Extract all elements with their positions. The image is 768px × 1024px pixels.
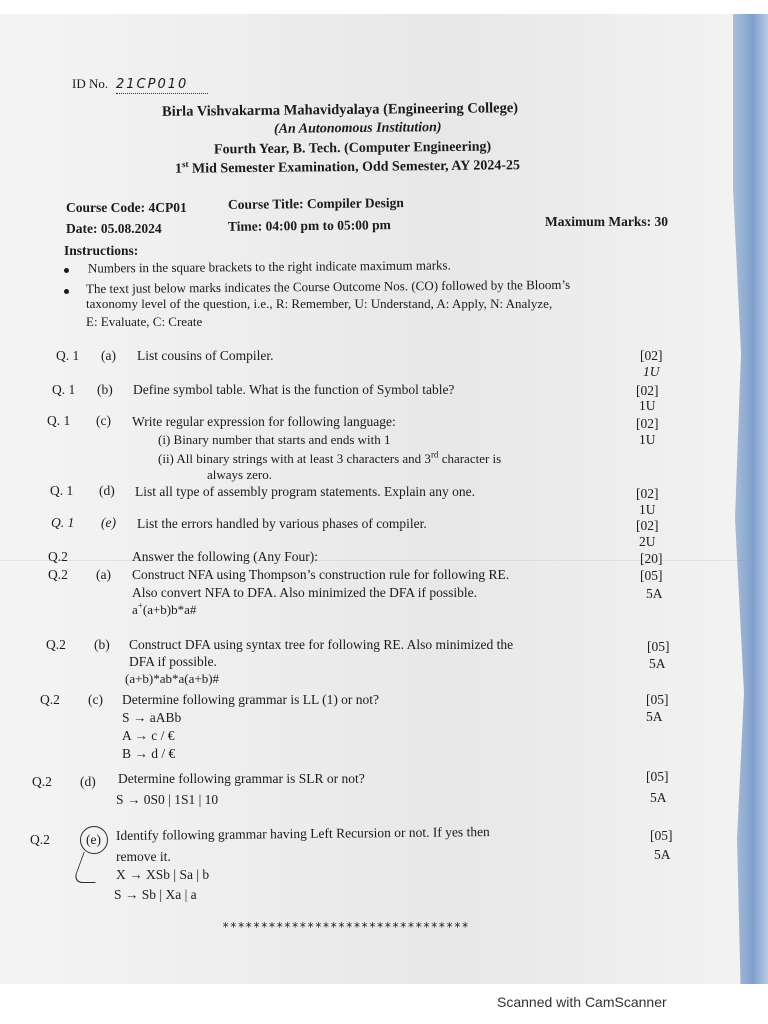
autonomous-line: (An Autonomous Institution) bbox=[273, 120, 442, 137]
q2-marks: [20] bbox=[640, 551, 663, 566]
q2c-grammar-1: S → aABb bbox=[122, 710, 182, 725]
id-value: 21CP010 bbox=[116, 77, 208, 94]
q2e-number: Q.2 bbox=[30, 832, 50, 847]
q2b-line-2: DFA if possible. bbox=[129, 654, 217, 669]
instruction-2-line-3: E: Evaluate, C: Create bbox=[86, 314, 203, 329]
q1d-text: List all type of assembly program statements. Explain any one. bbox=[135, 484, 476, 499]
q2a-line-2: Also convert NFA to DFA. Also minimized the DFA if possible. bbox=[132, 585, 477, 600]
q2d-grammar-1: S → 0S0 | 1S1 | 10 bbox=[116, 792, 219, 807]
bullet-2 bbox=[64, 289, 69, 294]
q1a-number: Q. 1 bbox=[56, 348, 80, 363]
q2-text: Answer the following (Any Four): bbox=[132, 549, 318, 564]
q2c-grammar-2: A → c / € bbox=[122, 728, 175, 743]
q2c-grammar-3: B → d / € bbox=[122, 746, 176, 761]
q2b-regex: (a+b)*ab*a(a+b)# bbox=[125, 671, 220, 686]
q1c-sub-2: (ii) All binary strings with at least 3 characters and 3rd character is bbox=[158, 449, 502, 466]
q2e-line-2: remove it. bbox=[116, 849, 171, 864]
q2b-part: (b) bbox=[94, 637, 110, 652]
q1c-co: 1U bbox=[639, 432, 656, 447]
year-branch: Fourth Year, B. Tech. (Computer Engineering) bbox=[213, 139, 492, 158]
q1e-number: Q. 1 bbox=[51, 515, 75, 530]
instruction-2-line-2: taxonomy level of the question, i.e., R: Remember, U: Understand, A: Apply, N: Analyze, bbox=[86, 296, 553, 311]
q1e-co: 2U bbox=[639, 534, 656, 549]
q2d-marks: [05] bbox=[646, 769, 669, 784]
maximum-marks: Maximum Marks: 30 bbox=[545, 214, 668, 229]
q1b-part: (b) bbox=[97, 382, 113, 397]
course-title: Course Title: Compiler Design bbox=[227, 195, 404, 212]
q2b-line-1: Construct DFA using syntax tree for following RE. Also minimized the bbox=[129, 637, 514, 652]
q1b-co: 1U bbox=[639, 398, 656, 413]
q2c-number: Q.2 bbox=[40, 692, 60, 707]
q1c-marks: [02] bbox=[636, 416, 659, 431]
paper-crease bbox=[0, 560, 745, 561]
q1d-co: 1U bbox=[639, 502, 656, 517]
q2a-part: (a) bbox=[96, 567, 111, 582]
bullet-1 bbox=[64, 268, 69, 273]
q1b-marks: [02] bbox=[636, 383, 659, 398]
q2e-part: (e) bbox=[86, 832, 101, 847]
q2c-part: (c) bbox=[88, 692, 103, 707]
q1a-co: 1U bbox=[643, 364, 660, 379]
scanner-watermark: Scanned with CamScanner bbox=[497, 994, 667, 1010]
q2-number: Q.2 bbox=[48, 549, 68, 564]
instruction-2-line-1: The text just below marks indicates the Course Outcome Nos. (CO) followed by the Bloom’s bbox=[85, 276, 571, 297]
q2c-marks: [05] bbox=[646, 692, 669, 707]
q2e-grammar-2: S → Sb | Xa | a bbox=[114, 887, 197, 902]
q1c-text: Write regular expression for following language: bbox=[132, 414, 396, 429]
q2d-co: 5A bbox=[650, 790, 667, 805]
q1d-marks: [02] bbox=[636, 486, 659, 501]
id-label: ID No. bbox=[72, 76, 109, 91]
q1b-number: Q. 1 bbox=[52, 382, 76, 397]
q1c-sub-1: (i) Binary number that starts and ends with 1 bbox=[158, 432, 391, 447]
end-marker: ******************************** bbox=[222, 920, 470, 934]
q1b-text: Define symbol table. What is the function of Symbol table? bbox=[133, 382, 455, 397]
q2d-part: (d) bbox=[80, 774, 96, 789]
instructions-heading: Instructions: bbox=[64, 243, 139, 258]
q2a-line-1: Construct NFA using Thompson’s construction rule for following RE. bbox=[132, 567, 510, 582]
q2e-co: 5A bbox=[654, 847, 671, 862]
q2d-number: Q.2 bbox=[32, 774, 52, 789]
q2a-regex: a+(a+b)b*a# bbox=[132, 600, 197, 617]
course-code: Course Code: 4CP01 bbox=[66, 200, 187, 215]
instruction-1: Numbers in the square brackets to the right indicate maximum marks. bbox=[87, 257, 451, 276]
q1c-part: (c) bbox=[96, 413, 111, 428]
q2e-grammar-1: X → XSb | Sa | b bbox=[116, 867, 210, 882]
q1d-part: (d) bbox=[99, 483, 115, 498]
exam-line: 1st Mid Semester Examination, Odd Semester, AY 2024-25 bbox=[174, 158, 521, 177]
q2b-co: 5A bbox=[649, 656, 666, 671]
q2a-co: 5A bbox=[646, 586, 663, 601]
q1a-part: (a) bbox=[101, 348, 116, 363]
q2c-co: 5A bbox=[646, 709, 663, 724]
q2d-line-1: Determine following grammar is SLR or not? bbox=[118, 771, 365, 786]
q1c-number: Q. 1 bbox=[47, 413, 71, 428]
q1e-marks: [02] bbox=[636, 518, 659, 533]
q2b-marks: [05] bbox=[647, 639, 670, 654]
exam-date: Date: 05.08.2024 bbox=[66, 221, 162, 236]
q1d-number: Q. 1 bbox=[50, 483, 74, 498]
q2a-marks: [05] bbox=[640, 568, 663, 583]
q1a-text: List cousins of Compiler. bbox=[137, 348, 274, 363]
q2a-number: Q.2 bbox=[48, 567, 68, 582]
q2e-marks: [05] bbox=[650, 828, 673, 843]
q1e-text: List the errors handled by various phases of compiler. bbox=[137, 516, 427, 531]
q1c-sub-2-cont: always zero. bbox=[207, 467, 272, 482]
q2e-line-1: Identify following grammar having Left Recursion or not. If yes then bbox=[115, 824, 490, 843]
q1a-marks: [02] bbox=[640, 348, 663, 363]
q2b-number: Q.2 bbox=[46, 637, 66, 652]
exam-time: Time: 04:00 pm to 05:00 pm bbox=[227, 217, 391, 234]
q2c-line-1: Determine following grammar is LL (1) or not? bbox=[122, 692, 380, 707]
q1e-part: (e) bbox=[101, 515, 116, 530]
college-name: Birla Vishvakarma Mahavidyalaya (Engineering College) bbox=[161, 100, 519, 120]
